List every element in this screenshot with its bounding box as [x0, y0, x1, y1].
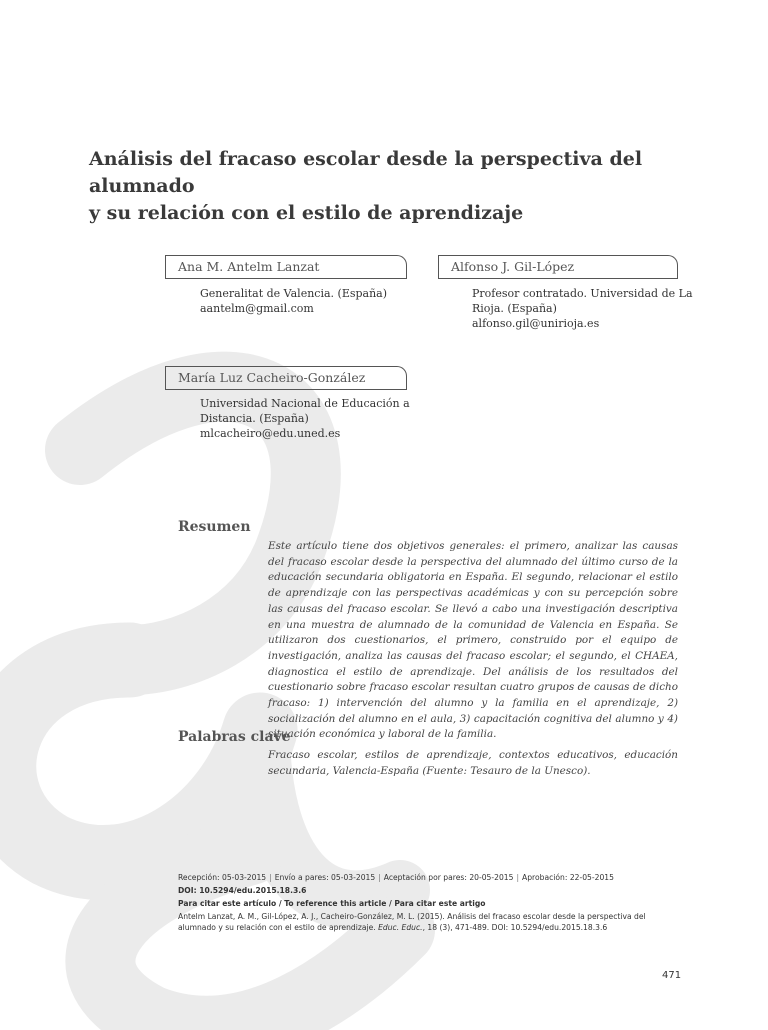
author-email: aantelm@gmail.com [200, 302, 314, 315]
keywords-text: Fracaso escolar, estilos de aprendizaje, contextos educativos, educación secundaria, Valencia-España (Fuente: Tesauro de la Unesco). [268, 749, 678, 777]
approval-date: Aprobación: 22-05-2015 [522, 873, 614, 882]
article-title [89, 146, 709, 227]
abstract-text: Este artículo tiene dos objetivos generales: el primero, analizar las causas del fracaso escolar desde la perspectiva del alumnado del último curso de la educación secundaria obligatoria en España. El segundo, relacionar el estilo de aprendizaje con las perspectivas académicas y con su percepción sobre las causas del fracaso escolar. Se llevó a cabo una investigación descriptiva en una muestra de alumnado de la comunidad de Valencia en España. Se utilizaron dos cuestionarios, el primero, construido por el equipo de investigación, analiza las causas del fracaso escolar; el segundo, el CHAEA, diagnostica el estilo de aprendizaje. Del análisis de los resultados del cuestionario sobre fracaso escolar resultan cuatro grupos de causas de dicho fracaso: 1) intervención del alumno y la familia en el aprendizaje, 2) socialización del alumno en el aula, 3) capacitación cognitiva del alumno y 4) situación económica y laboral de la familia. [268, 540, 678, 741]
author-box-tab [666, 255, 678, 279]
author-box-tab [395, 255, 407, 279]
separator: | [516, 873, 520, 882]
citation-text-end: , 18 (3), 471-489. DOI: 10.5294/edu.2015.18.3.6 [422, 923, 608, 932]
dates-line [178, 872, 678, 883]
author-affiliation-3 [200, 396, 410, 441]
affiliation-line: Distancia. (España) [200, 412, 309, 425]
author-box-2 [438, 255, 666, 279]
author-box-3 [165, 366, 395, 390]
separator: | [269, 873, 272, 882]
author-box-1 [165, 255, 395, 279]
article-metadata [178, 872, 678, 933]
citation-text: Antelm Lanzat, A. M., Gil-López, A. J., Cacheiro-González, M. L. (2015). Análisis del fracaso escolar desde la perspectiva del alumnado y su relación con el estilo de aprendizaje. [178, 912, 646, 932]
separator: | [378, 873, 381, 882]
reception-date: Recepción: 05-03-2015 [178, 873, 267, 882]
affiliation-line: Rioja. (España) [472, 302, 557, 315]
citation-journal: Educ. Educ. [378, 923, 423, 932]
keywords-heading: Palabras clave [178, 729, 291, 745]
author-email: mlcacheiro@edu.uned.es [200, 427, 341, 440]
article-title-line-2: y su relación con el estilo de aprendizaje [89, 202, 524, 224]
peer-acceptance-date: Aceptación por pares: 20-05-2015 [383, 873, 514, 882]
affiliation-line: Universidad Nacional de Educación a [200, 397, 410, 410]
sent-to-peers-date: Envío a pares: 05-03-2015 [274, 873, 376, 882]
page-number: 471 [662, 970, 682, 981]
citation-reference [178, 911, 678, 933]
abstract-heading: Resumen [178, 519, 251, 535]
author-name: Ana M. Antelm Lanzat [178, 259, 320, 274]
author-name: María Luz Cacheiro-González [178, 370, 366, 385]
author-name: Alfonso J. Gil-López [451, 259, 575, 274]
author-box-tab [395, 366, 407, 390]
author-affiliation-1 [200, 286, 387, 316]
article-title-line-1: Análisis del fracaso escolar desde la perspectiva del alumnado [89, 148, 643, 197]
affiliation-line: Profesor contratado. Universidad de La [472, 287, 693, 300]
citation-label: Para citar este artículo / To reference this article / Para citar este artigo [178, 899, 486, 908]
author-affiliation-2 [472, 286, 693, 331]
author-email: alfonso.gil@unirioja.es [472, 317, 600, 330]
affiliation-line: Generalitat de Valencia. (España) [200, 287, 388, 300]
doi: DOI: 10.5294/edu.2015.18.3.6 [178, 886, 307, 895]
